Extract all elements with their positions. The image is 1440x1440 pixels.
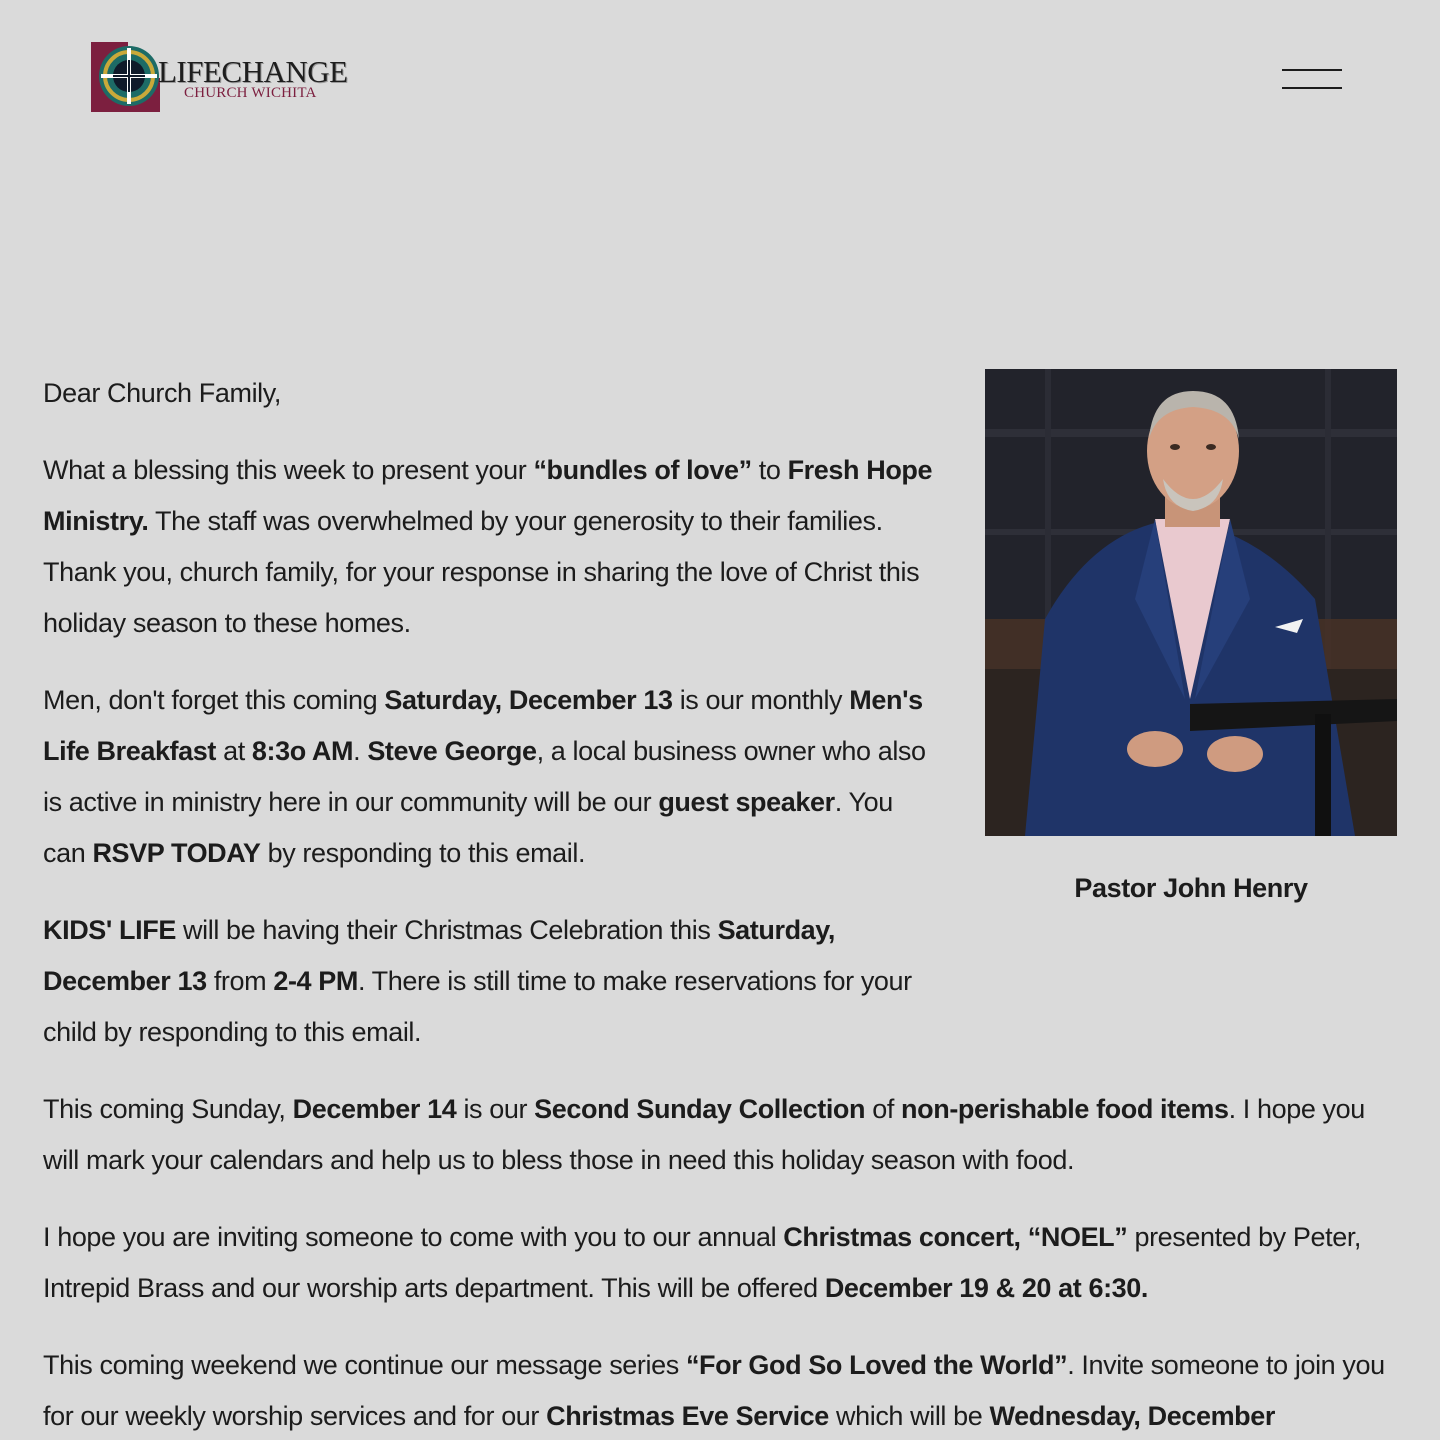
menu-bar-icon: [1282, 69, 1342, 71]
emphasis: RSVP TODAY: [92, 838, 261, 868]
emphasis: Saturday, December 13: [43, 915, 836, 996]
text: This coming weekend we continue our message series: [43, 1350, 686, 1380]
greeting: Dear Church Family,: [43, 378, 281, 408]
text: . Invite someone to join you for our weekly worship services and for our: [43, 1350, 1385, 1431]
paragraph-christmas-concert: [43, 1212, 1403, 1314]
emphasis: KIDS' LIFE: [43, 915, 176, 945]
text: of: [865, 1094, 902, 1124]
emphasis: 8:3o AM: [251, 736, 354, 766]
text: . You can: [43, 787, 893, 868]
emphasis: Saturday, December 13: [384, 685, 673, 715]
logo-subtitle: CHURCH WICHITA: [184, 85, 317, 101]
paragraph-mens-breakfast: [43, 675, 933, 879]
text: is our monthly: [672, 685, 850, 715]
logo-wordmark: LIFECHANGE: [158, 54, 348, 89]
text: is our: [456, 1094, 535, 1124]
emphasis: guest speaker: [658, 787, 835, 817]
emphasis: “For God So Loved the World”: [685, 1350, 1068, 1380]
paragraph-fresh-hope: [43, 445, 933, 649]
text: from: [206, 966, 274, 996]
text: by responding to this email.: [260, 838, 586, 868]
text: The staff was overwhelmed by your generosity to their families. Thank you, church family, for your response in sharing the love of Christ this holiday season to these homes.: [43, 506, 920, 638]
emphasis: Christmas concert, “NOEL”: [783, 1222, 1128, 1252]
paragraph-message-series: [43, 1340, 1403, 1440]
paragraph-food-collection: [43, 1084, 1403, 1186]
text: to: [751, 455, 788, 485]
emphasis: 2-4 PM: [273, 966, 358, 996]
hamburger-menu-button[interactable]: [1278, 62, 1346, 96]
emphasis: December 14: [292, 1094, 457, 1124]
emphasis: Steve George: [367, 736, 537, 766]
menu-bar-icon: [1282, 87, 1342, 89]
paragraph-kids-life: [43, 905, 933, 1058]
text: I hope you are inviting someone to come with you to our annual: [43, 1222, 784, 1252]
text: .: [353, 736, 368, 766]
text: , a local business owner who also is active in ministry here in our community will be our: [43, 736, 926, 817]
text: This coming Sunday,: [43, 1094, 293, 1124]
emphasis: Christmas Eve Service: [546, 1401, 829, 1431]
emphasis: non-perishable food items: [901, 1094, 1229, 1124]
text: . There is still time to make reservations for your child by responding to this email.: [43, 966, 912, 1047]
text: at: [215, 736, 252, 766]
emphasis: Men's Life Breakfast: [43, 685, 923, 766]
letter-body: [43, 368, 1403, 1440]
emphasis: December 19 & 20 at 6:30.: [824, 1273, 1149, 1303]
text: which will be: [828, 1401, 990, 1431]
photo-caption: Pastor John Henry: [1074, 873, 1308, 903]
emphasis: “bundles of love”: [533, 455, 752, 485]
church-logo[interactable]: [88, 38, 350, 118]
text: What a blessing this week to present your: [43, 455, 534, 485]
text: Men, don't forget this coming: [43, 685, 385, 715]
text: will be having their Christmas Celebration this: [175, 915, 718, 945]
text: . I hope you will mark your calendars and help us to bless those in need this holiday season with food.: [43, 1094, 1365, 1175]
emphasis: Second Sunday Collection: [534, 1094, 866, 1124]
cross-circle-logo-icon: [88, 38, 168, 118]
emphasis: Wednesday, December: [989, 1401, 1275, 1431]
text: presented by Peter, Intrepid Brass and our worship arts department. This will be offered: [43, 1222, 1362, 1303]
emphasis: Fresh Hope Ministry.: [43, 455, 933, 536]
